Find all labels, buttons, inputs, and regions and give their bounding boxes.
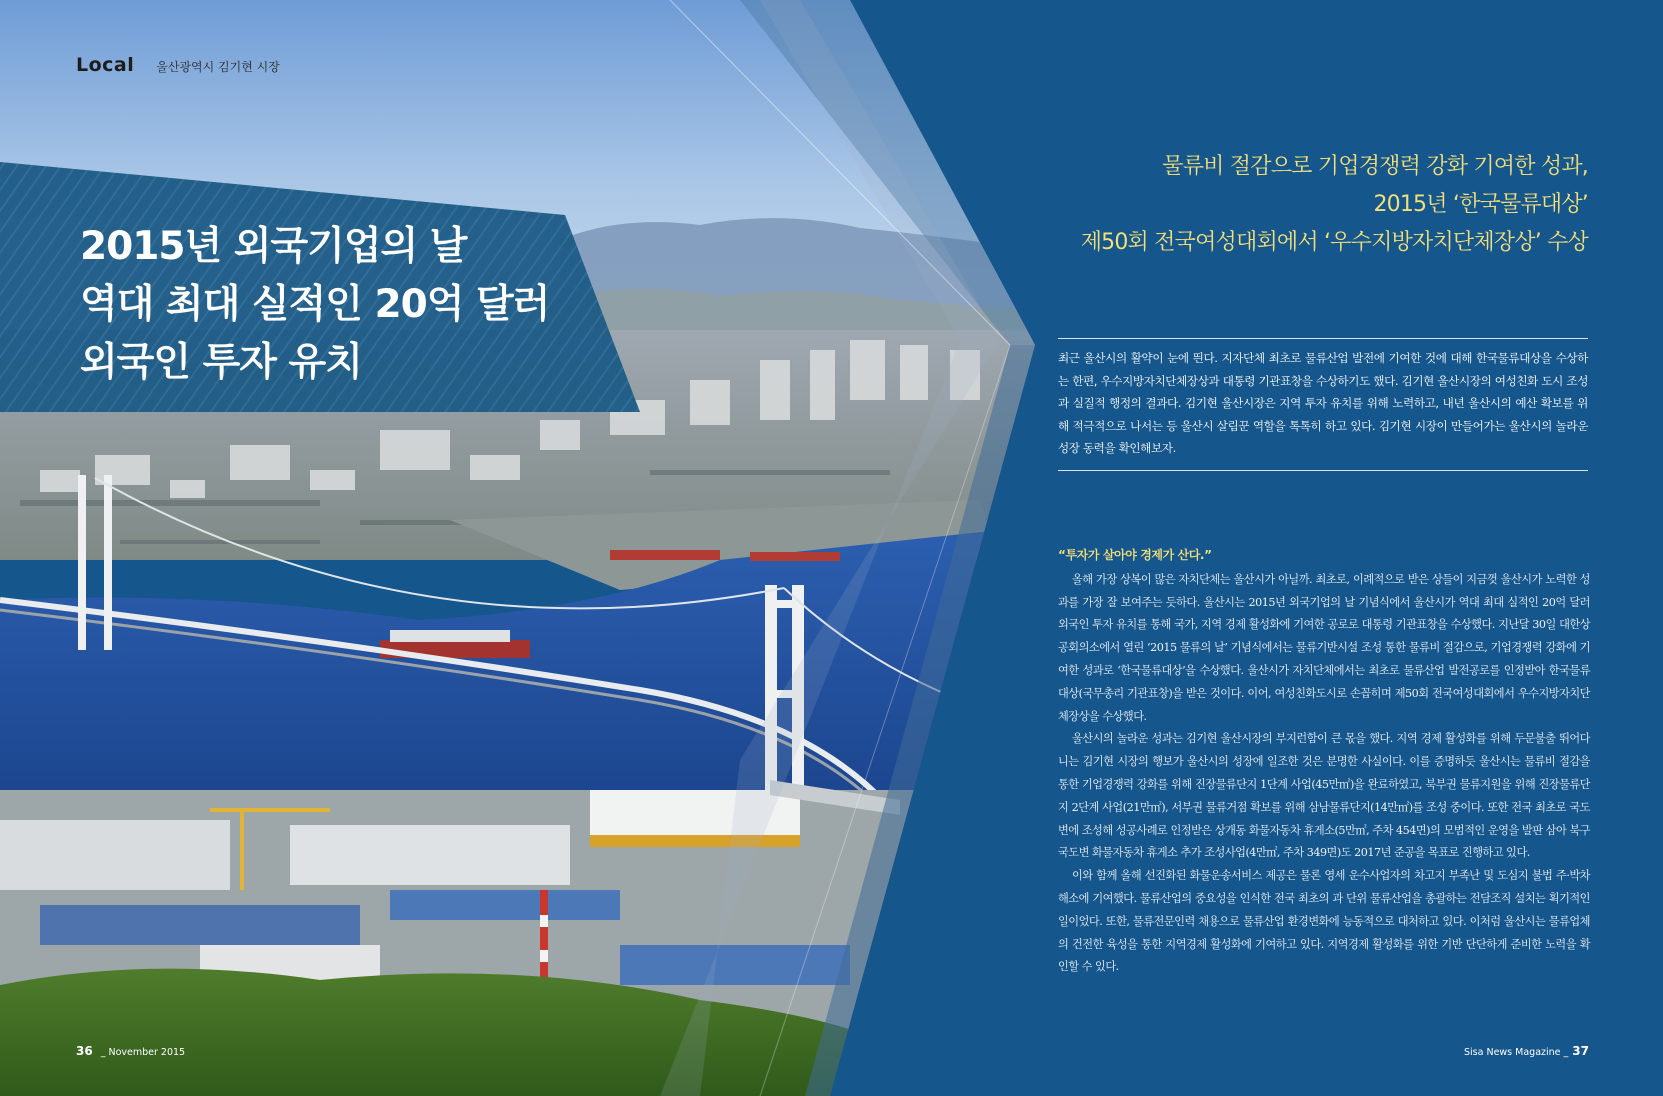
section-sublabel: 울산광역시 김기현 시장	[156, 60, 280, 74]
magazine-name: Sisa News Magazine _	[1464, 1047, 1569, 1058]
body-paragraph: 올해 가장 상복이 많은 자치단체는 울산시가 아닐까. 최초로, 이례적으로 받은 상들이 지금껏 울산시가 노력한 성과를 가장 잘 보여주는 듯하다. 울산시는 2015년 외국기업의 날 기념식에서 울산시가 역대 최대 실적인 20억 달러 외국인 투자 유치를 통해 국가, 지역 경제 활성화에 기여한 공로로 대통령 기관표창을 수상했다. 지난달 30일 대한상공회의소에서 열린 ‘2015 물류의 날’ 기념식에서는 물류기반시설 조성 통한 물류비 절감으로, 기업경쟁력 강화에 기여한 성과로 ‘한국물류대상’을 수상했다. 울산시가 자치단체에서는 최초로 물류산업 발전공로를 인정받아 한국물류대상(국무총리 기관표창)을 받은 것이다. 이어, 여성친화도시로 손꼽히며 제50회 전국여성대회에서 우수지방자치단체장상을 수상했다.	[1058, 572, 1590, 723]
page-number-right: 37	[1572, 1044, 1589, 1058]
body-paragraph: 울산시의 놀라운 성과는 김기현 울산시장의 부지런함이 큰 몫을 했다. 지역 경제 활성화를 위해 두문불출 뛰어다니는 김기현 시장의 행보가 울산시의 성장에 일조한 것은 분명한 사실이다. 이를 증명하듯 울산시는 물류비 절감을 통한 기업경쟁력 강화를 위해 진장물류단지 1단계 사업(45만㎡)을 완료하였고, 북부권 물류지원을 위해 진장물류단지 2단계 사업(21만㎡), 서부권 물류거점 확보를 위해 삼남물류단지(14만㎡)를 조성 중이다. 또한 전국 최초로 국도변에 조성해 성공사례로 인정받은 상개동 화물자동차 휴게소(5만㎡, 주차 454면)의 모범적인 운영을 발판 삼아 북구 국도변 화물자동차 휴게소 추가 조성사업(4만㎡, 주차 349면)도 2017년 준공을 목표로 진행하고 있다.	[1058, 732, 1590, 860]
pull-quote-heading: “투자가 살아야 경제가 산다.”	[1058, 548, 1212, 562]
footer-left	[76, 1044, 185, 1058]
headline-line: 2015년 외국기업의 날	[80, 224, 467, 269]
section-label: Local	[76, 54, 135, 76]
footer-right	[1464, 1044, 1589, 1058]
headline-line: 역대 최대 실적인 20억 달러	[80, 282, 550, 327]
article-subtitle	[988, 148, 1588, 262]
subtitle-line: 2015년 ‘한국물류대상’	[1373, 192, 1588, 217]
article-headline	[80, 218, 640, 392]
subtitle-line: 제50회 전국여성대회에서 ‘우수지방자치단체장상’ 수상	[1080, 230, 1588, 255]
headline-line: 외국인 투자 유치	[80, 340, 362, 385]
page-header	[76, 54, 280, 76]
body-paragraph: 이와 함께 올해 선진화된 화물운송서비스 제공은 물론 영세 운수사업자의 차고지 부족난 및 도심지 불법 주·박차 해소에 기여했다. 물류산업의 중요성을 인식한 전국 최초의 과 단위 물류산업을 총괄하는 전담조직 설치는 획기적인 일이었다. 또한, 물류전문인력 채용으로 물류산업 환경변화에 능동적으로 대처하고 있다. 이처럼 울산시는 물류업체의 건전한 육성을 통한 지역경제 활성화에 기여하고 있다. 지역경제 활성화를 위한 기반 단단하게 준비한 노력을 확인할 수 있다.	[1058, 869, 1590, 974]
issue-date: _ November 2015	[100, 1047, 186, 1058]
page-number-left: 36	[76, 1044, 93, 1058]
subtitle-line: 물류비 절감으로 기업경쟁력 강화 기여한 성과,	[1162, 154, 1588, 179]
lead-paragraph: 최근 울산시의 활약이 눈에 띈다. 지자단체 최초로 물류산업 발전에 기여한 것에 대해 한국물류대상을 수상하는 한편, 우수지방자치단체장상과 대통령 기관표창을 수상하기도 했다. 김기현 울산시장의 여성친화 도시 조성과 실질적 행정의 결과다. 김기현 울산시장은 지역 투자 유치를 위해 노력하고, 내년 울산시의 예산 확보를 위해 적극적으로 나서는 등 울산시 살림꾼 역할을 톡톡히 하고 있다. 김기현 시장이 만들어가는 울산시의 놀라운 성장 동력을 확인해보자.	[1058, 338, 1588, 471]
article-body	[1058, 544, 1590, 979]
